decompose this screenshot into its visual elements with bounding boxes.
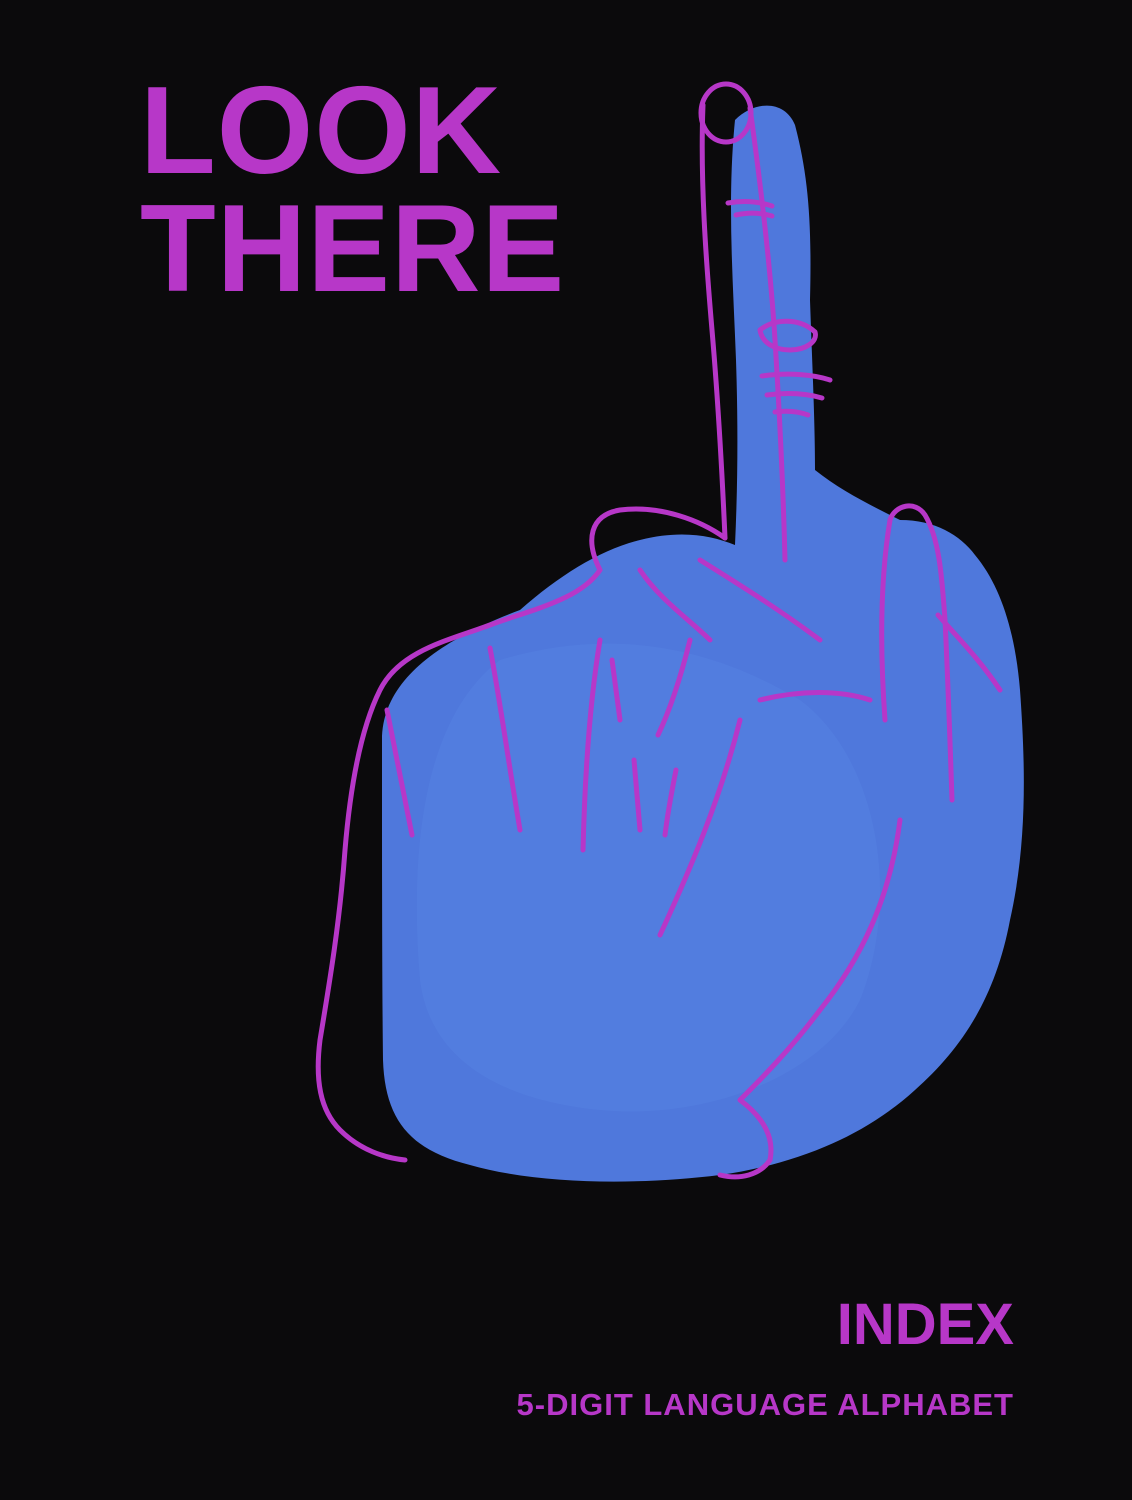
finger-outline xyxy=(702,105,725,538)
subtitle: 5-DIGIT LANGUAGE ALPHABET xyxy=(516,1387,1014,1422)
headline xyxy=(140,62,566,318)
headline-line-1: LOOK xyxy=(140,62,503,200)
knuckle-crease xyxy=(736,213,772,216)
fingertip-circle xyxy=(701,84,751,142)
hand-shade xyxy=(417,644,880,1112)
headline-line-2: THERE xyxy=(140,180,566,318)
index-title: INDEX xyxy=(836,1292,1014,1357)
